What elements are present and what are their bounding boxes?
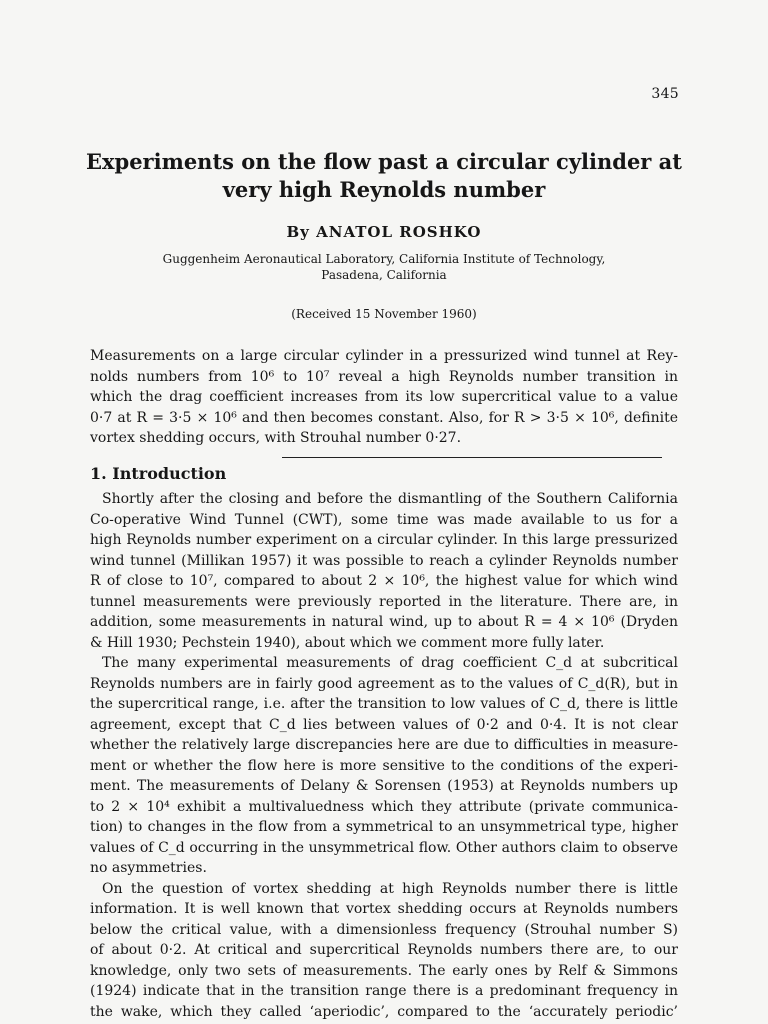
affiliation-line: Pasadena, California xyxy=(321,268,447,282)
abstract-line: which the drag coefficient increases from its low supercritical value to a value xyxy=(90,389,678,405)
body-line: wind tunnel (Millikan 1957) it was possible to reach a cylinder Reynolds number xyxy=(90,552,678,569)
body-text xyxy=(90,489,678,1022)
body-line: Reynolds numbers are in fairly good agreement as to the values of C_d(R), but in xyxy=(90,675,678,692)
author-byline: By ANATOL ROSHKO xyxy=(286,223,482,241)
section-divider xyxy=(282,457,662,458)
body-line: The many experimental measurements of drag coefficient C_d at subcritical xyxy=(102,655,678,671)
body-line: no asymmetries. xyxy=(90,860,207,876)
section-heading: 1. Introduction xyxy=(90,464,227,483)
body-line: Co-operative Wind Tunnel (CWT), some time was made available to us for a xyxy=(90,511,678,528)
affiliation xyxy=(0,251,768,283)
body-line: tion) to changes in the flow from a symmetrical to an unsymmetrical type, higher xyxy=(90,819,678,835)
body-line: & Hill 1930; Pechstein 1940), about which we comment more fully later. xyxy=(90,634,605,651)
abstract-line: vortex shedding occurs, with Strouhal number 0·27. xyxy=(90,430,462,446)
body-line: On the question of vortex shedding at high Reynolds number there is little xyxy=(102,880,678,897)
title-line: very high Reynolds number xyxy=(222,177,546,202)
body-line: tunnel measurements were previously reported in the literature. There are, in xyxy=(90,593,678,610)
body-line: whether the relatively large discrepancies here are due to difficulties in measure- xyxy=(90,737,678,753)
abstract-line: Measurements on a large circular cylinder in a pressurized wind tunnel at Rey- xyxy=(90,348,678,364)
body-line: agreement, except that C_d lies between values of 0·2 and 0·4. It is not clear xyxy=(90,716,678,733)
body-line: information. It is well known that vortex shedding occurs at Reynolds numbers xyxy=(90,901,678,917)
page-number: 345 xyxy=(651,86,679,102)
abstract-line: nolds numbers from 10⁶ to 10⁷ reveal a high Reynolds number transition in xyxy=(90,368,678,385)
body-line: below the critical value, with a dimensionless frequency (Strouhal number S) xyxy=(90,921,678,938)
body-line: (1924) indicate that in the transition range there is a predominant frequency in xyxy=(90,983,678,999)
body-line: the wake, which they called ‘aperiodic’, compared to the ‘accurately periodic’ xyxy=(90,1003,678,1020)
body-line: high Reynolds number experiment on a circular cylinder. In this large pressurized xyxy=(90,532,678,548)
body-line: values of C_d occurring in the unsymmetrical flow. Other authors claim to observe xyxy=(90,839,678,856)
body-line: addition, some measurements in natural wind, up to about R = 4 × 10⁶ (Dryden xyxy=(90,614,678,630)
body-line: the supercritical range, i.e. after the transition to low values of C_d, there is little xyxy=(90,696,678,712)
body-line: of about 0·2. At critical and supercritical Reynolds numbers there are, to our xyxy=(90,942,678,958)
affiliation-line: Guggenheim Aeronautical Laboratory, California Institute of Technology, xyxy=(162,252,606,266)
body-line: R of close to 10⁷, compared to about 2 × 10⁶, the highest value for which wind xyxy=(90,573,678,589)
abstract xyxy=(90,346,678,449)
body-line: ment or whether the flow here is more sensitive to the conditions of the experi- xyxy=(90,757,678,774)
abstract-line: 0·7 at R = 3·5 × 10⁶ and then becomes constant. Also, for R > 3·5 × 10⁶, definite xyxy=(90,409,678,426)
body-line: to 2 × 10⁴ exhibit a multivaluedness which they attribute (private communica- xyxy=(90,798,678,815)
body-line: Shortly after the closing and before the dismantling of the Southern California xyxy=(102,491,678,507)
received-date: (Received 15 November 1960) xyxy=(291,307,477,321)
title-line: Experiments on the flow past a circular cylinder at xyxy=(85,149,682,174)
paper-title xyxy=(0,148,768,204)
body-line: knowledge, only two sets of measurements. The early ones by Relf & Simmons xyxy=(90,962,678,979)
body-line: ment. The measurements of Delany & Sorensen (1953) at Reynolds numbers up xyxy=(90,778,678,794)
